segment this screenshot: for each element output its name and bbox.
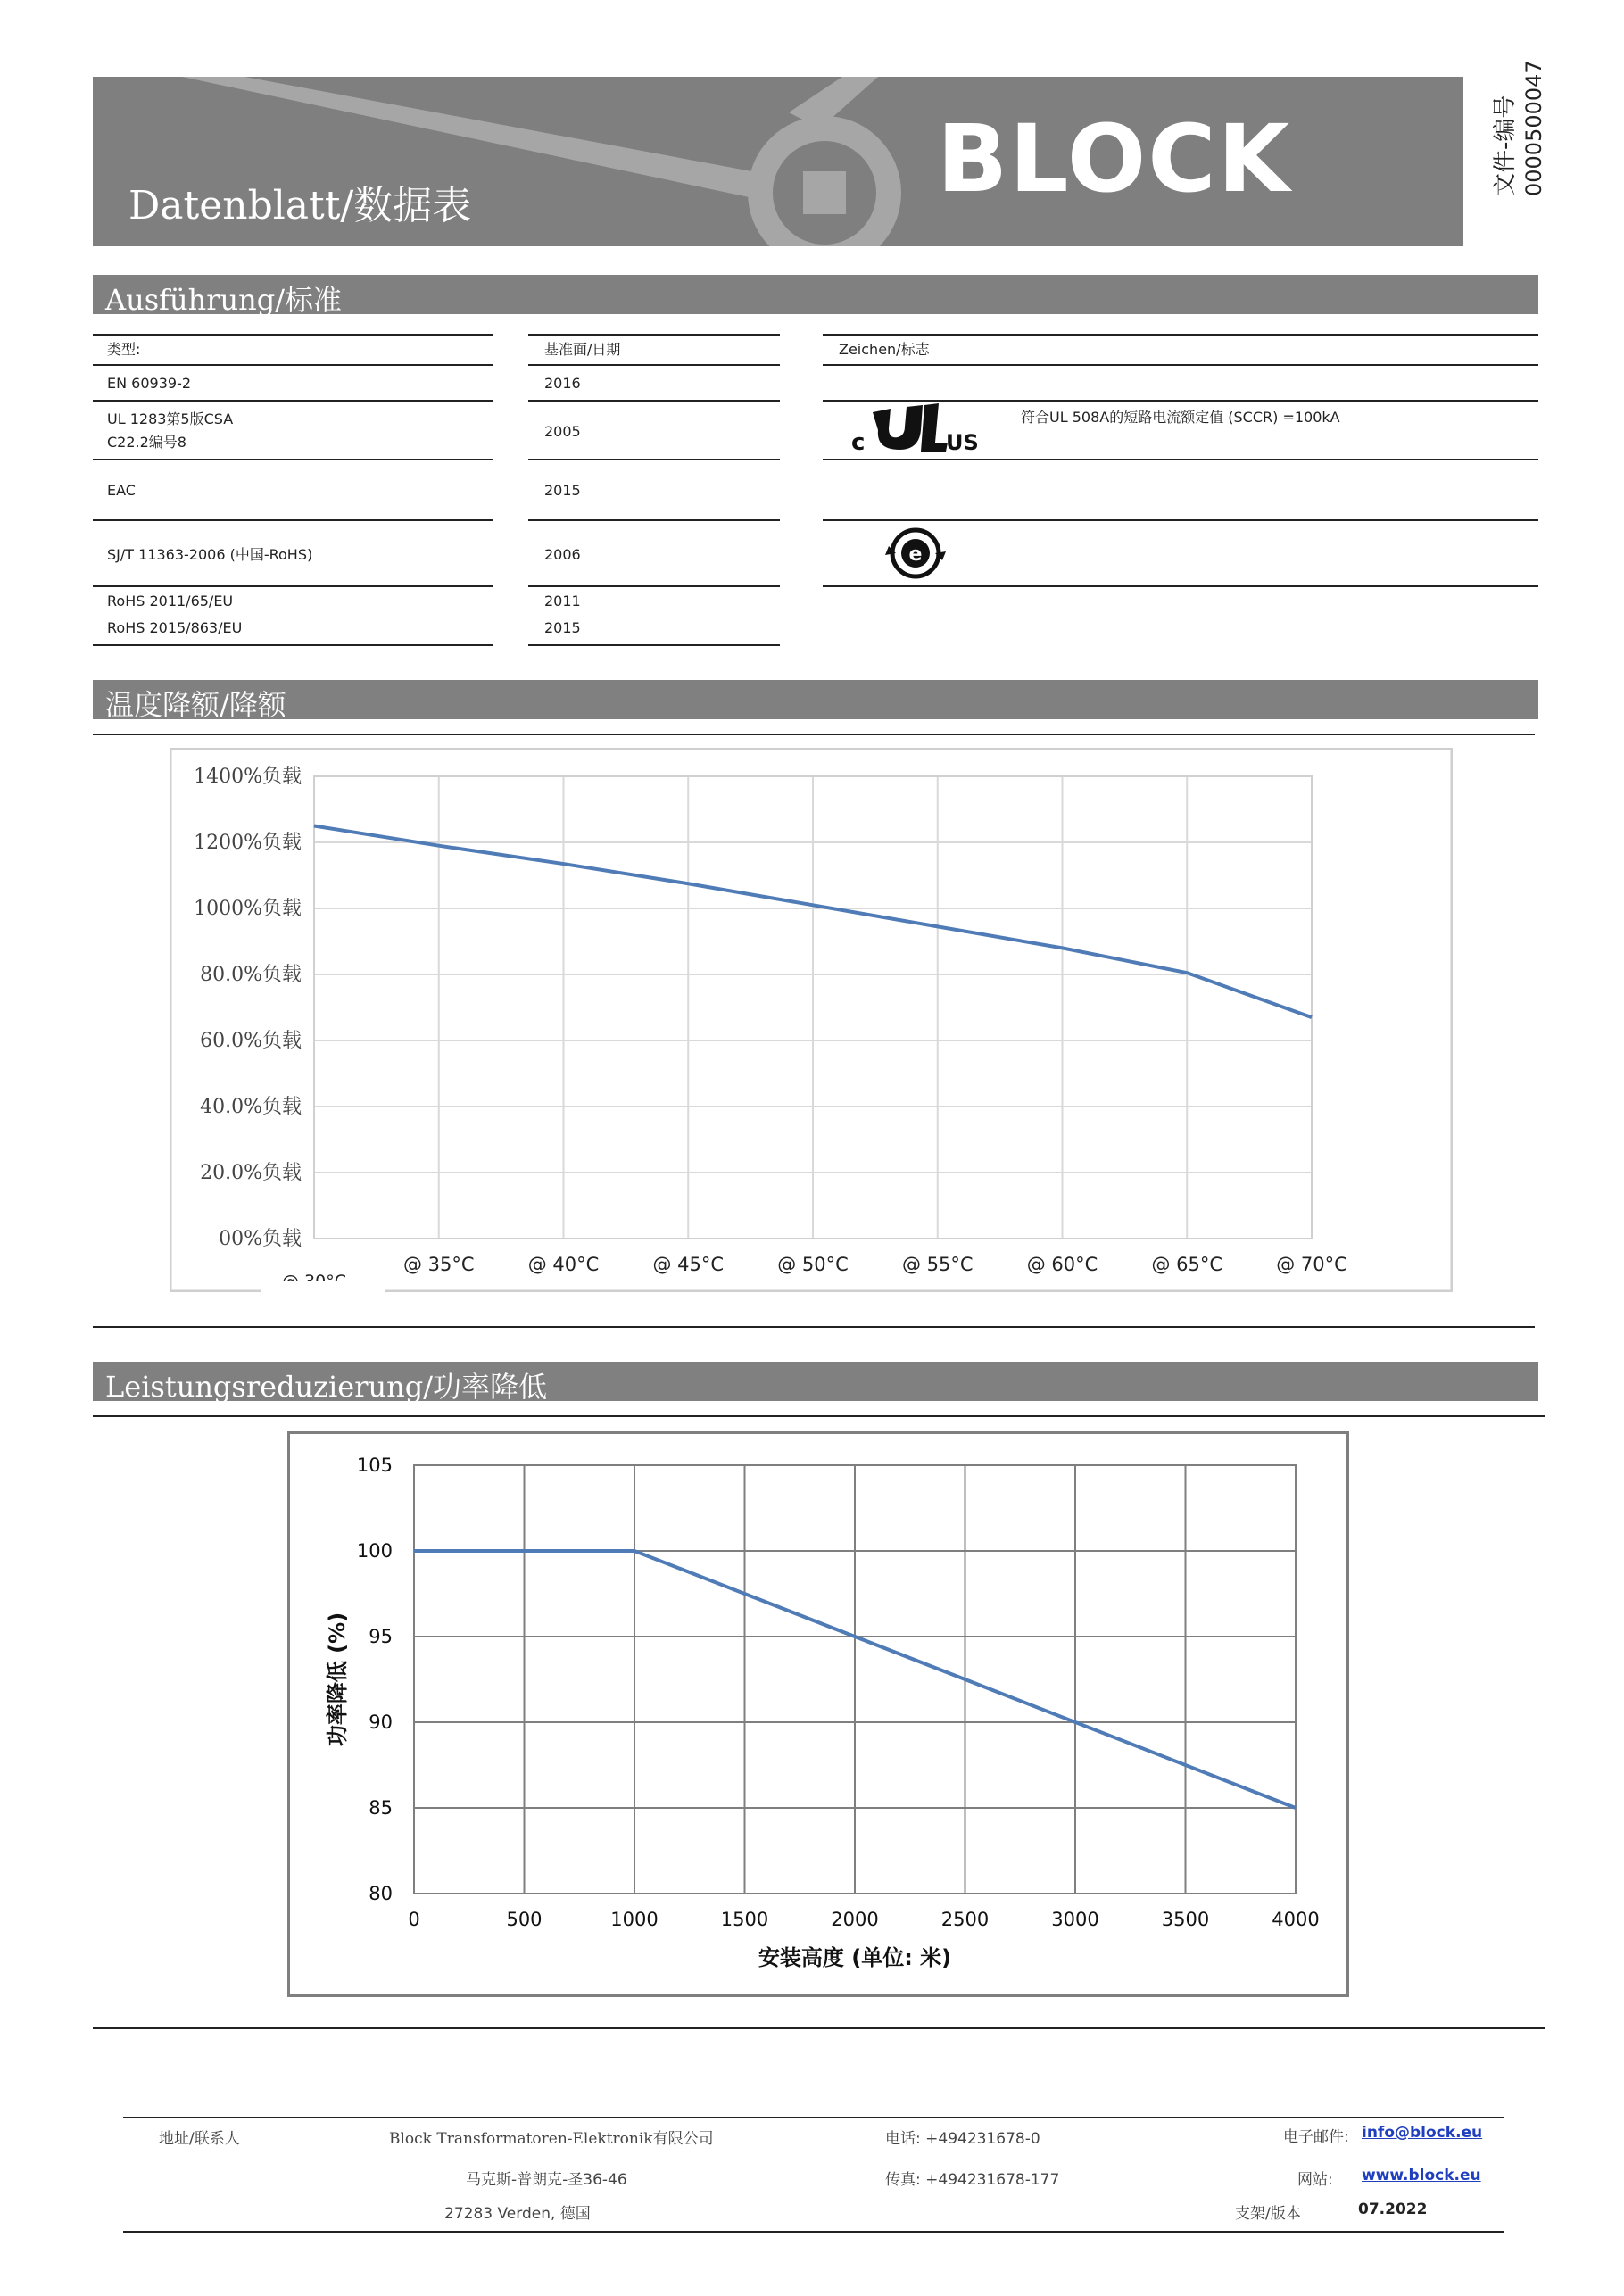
chart-1-x-tick-label: @ 70°C bbox=[1276, 1254, 1347, 1275]
chart-1-label-clip bbox=[261, 1281, 385, 1292]
chart-2-x-tick-label: 4000 bbox=[1272, 1909, 1320, 1930]
chart-2-y-tick-label: 80 bbox=[369, 1883, 393, 1904]
chart-1-frame bbox=[170, 749, 1452, 1291]
section-standards-title: Ausführung/标准 bbox=[105, 283, 342, 317]
chart-2-x-tick-label: 3000 bbox=[1051, 1909, 1099, 1930]
std-row-2-type-line-1: UL 1283第5版CSA bbox=[107, 410, 234, 427]
std-row-3-date: 2015 bbox=[544, 482, 581, 499]
chart-2-x-tick-label: 0 bbox=[408, 1909, 420, 1930]
chart-2-y-tick-label: 85 bbox=[369, 1797, 393, 1819]
ul-mark-us: US bbox=[946, 430, 979, 455]
document-number-block bbox=[1492, 60, 1563, 196]
footer-address-label: 地址/联系人 bbox=[159, 2130, 240, 2148]
chart-1-y-tick-label: 40.0%负载 bbox=[200, 1096, 302, 1118]
std-row-2-type-line-2: C22.2编号8 bbox=[107, 434, 186, 451]
chart-2-x-tick-label: 1000 bbox=[610, 1909, 659, 1930]
std-row-5-type-line-1: RoHS 2011/65/EU bbox=[107, 593, 234, 609]
chart-2-x-tick-label: 2500 bbox=[940, 1909, 990, 1930]
power-reduction-chart bbox=[287, 1431, 1349, 1997]
chart-1-y-tick-label: 1400%负载 bbox=[194, 766, 302, 788]
col-type-header: 类型: bbox=[107, 341, 141, 358]
chart-1-y-tick-label: 00%负载 bbox=[219, 1228, 302, 1250]
col-date-header: 基准面/日期 bbox=[544, 341, 621, 358]
chart-2-x-axis-title: 安装高度 (单位: 米) bbox=[758, 1945, 952, 1970]
section-power-reduction-title: Leistungsreduzierung/功率降低 bbox=[105, 1370, 547, 1404]
page-title: Datenblatt/数据表 bbox=[128, 183, 472, 228]
footer-web[interactable]: www.block.eu bbox=[1362, 2167, 1481, 2184]
chart-2-y-tick-label: 95 bbox=[369, 1626, 393, 1647]
chart-1-y-tick-label: 1000%负载 bbox=[194, 898, 302, 920]
section-standards bbox=[93, 275, 1538, 317]
chart-1-x-tick-label: @ 55°C bbox=[901, 1254, 974, 1275]
footer-version: 07.2022 bbox=[1358, 2201, 1428, 2218]
chart-2-x-tick-label: 1500 bbox=[720, 1909, 769, 1930]
std-row-4-date: 2006 bbox=[544, 546, 581, 563]
block-logo: BLOCK bbox=[937, 104, 1292, 213]
header-banner bbox=[93, 77, 1463, 246]
col-mark-header: Zeichen/标志 bbox=[839, 341, 930, 358]
section-derating-title: 温度降额/降额 bbox=[105, 688, 286, 722]
chart-1-x-tick-label: @ 35°C bbox=[402, 1254, 475, 1275]
section-power-reduction bbox=[93, 1362, 1538, 1404]
footer-email-label: 电子邮件: bbox=[1283, 2128, 1349, 2146]
document-number: 0000500047 bbox=[1521, 60, 1546, 196]
chart-2-y-axis-title: 功率降低 (%) bbox=[325, 1612, 350, 1747]
chart-2-y-tick-label: 100 bbox=[356, 1540, 393, 1562]
china-rohs-e-icon bbox=[885, 526, 948, 580]
chart-2-x-tick-label: 3500 bbox=[1161, 1909, 1210, 1930]
std-row-5-date-1: 2011 bbox=[544, 593, 581, 609]
chart-2-x-tick-label: 2000 bbox=[831, 1909, 879, 1930]
ul-sccr-note: 符合UL 508A的短路电流额定值 (SCCR) =100kA bbox=[1021, 409, 1340, 426]
footer-email[interactable]: info@block.eu bbox=[1362, 2124, 1483, 2142]
chart-1-y-tick-label: 20.0%负载 bbox=[200, 1162, 302, 1184]
chart-1-y-tick-label: 60.0%负载 bbox=[200, 1030, 302, 1052]
chart-1-y-tick-label: 80.0%负载 bbox=[200, 964, 302, 986]
section-derating bbox=[93, 680, 1538, 722]
footer-web-link[interactable] bbox=[1362, 2167, 1481, 2184]
chart-1-x-tick-label: @ 65°C bbox=[1151, 1254, 1223, 1275]
std-row-3-type: EAC bbox=[107, 482, 136, 499]
std-row-5-date-2: 2015 bbox=[544, 619, 581, 636]
std-row-4-type: SJ/T 11363-2006 (中国-RoHS) bbox=[107, 546, 313, 563]
temperature-derating-chart bbox=[170, 748, 1453, 1292]
chart-1-x-tick-label: @ 50°C bbox=[777, 1254, 849, 1275]
ul-mark-c: c bbox=[851, 429, 866, 455]
footer-company: Block Transformatoren-Elektronik有限公司 bbox=[389, 2130, 714, 2148]
footer-email-link[interactable] bbox=[1362, 2124, 1482, 2142]
chart-2-x-tick-label: 500 bbox=[506, 1909, 543, 1930]
chart-1-y-tick-label: 1200%负载 bbox=[194, 832, 302, 854]
std-row-2-date: 2005 bbox=[544, 423, 581, 440]
footer-phone: 电话: +494231678-0 bbox=[885, 2130, 1040, 2148]
chart-1-x-tick-label: @ 40°C bbox=[527, 1254, 600, 1275]
ul-recognized-icon bbox=[849, 403, 983, 455]
chart-2-y-tick-label: 90 bbox=[369, 1712, 393, 1733]
chart-1-x-tick-label: @ 45°C bbox=[652, 1254, 725, 1275]
temperature-derating-svg bbox=[170, 748, 1453, 1292]
svg-text:e: e bbox=[908, 543, 923, 566]
footer-street: 马克斯-普朗克-圣36-46 bbox=[466, 2171, 627, 2189]
document-number-label: 文件-编号 bbox=[1492, 95, 1519, 196]
std-row-5-type-line-2: RoHS 2015/863/EU bbox=[107, 619, 243, 636]
chart-2-y-tick-label: 105 bbox=[356, 1455, 393, 1476]
chart-1-x-tick-label: @ 60°C bbox=[1026, 1254, 1098, 1275]
footer-city: 27283 Verden, 德国 bbox=[444, 2205, 591, 2223]
std-row-1-type: EN 60939-2 bbox=[107, 375, 192, 392]
power-reduction-svg bbox=[287, 1431, 1349, 1997]
footer-fax: 传真: +494231678-177 bbox=[885, 2171, 1060, 2189]
footer-version-label: 支架/版本 bbox=[1235, 2205, 1301, 2223]
footer-web-label: 网站: bbox=[1297, 2171, 1333, 2189]
std-row-1-date: 2016 bbox=[544, 375, 581, 392]
